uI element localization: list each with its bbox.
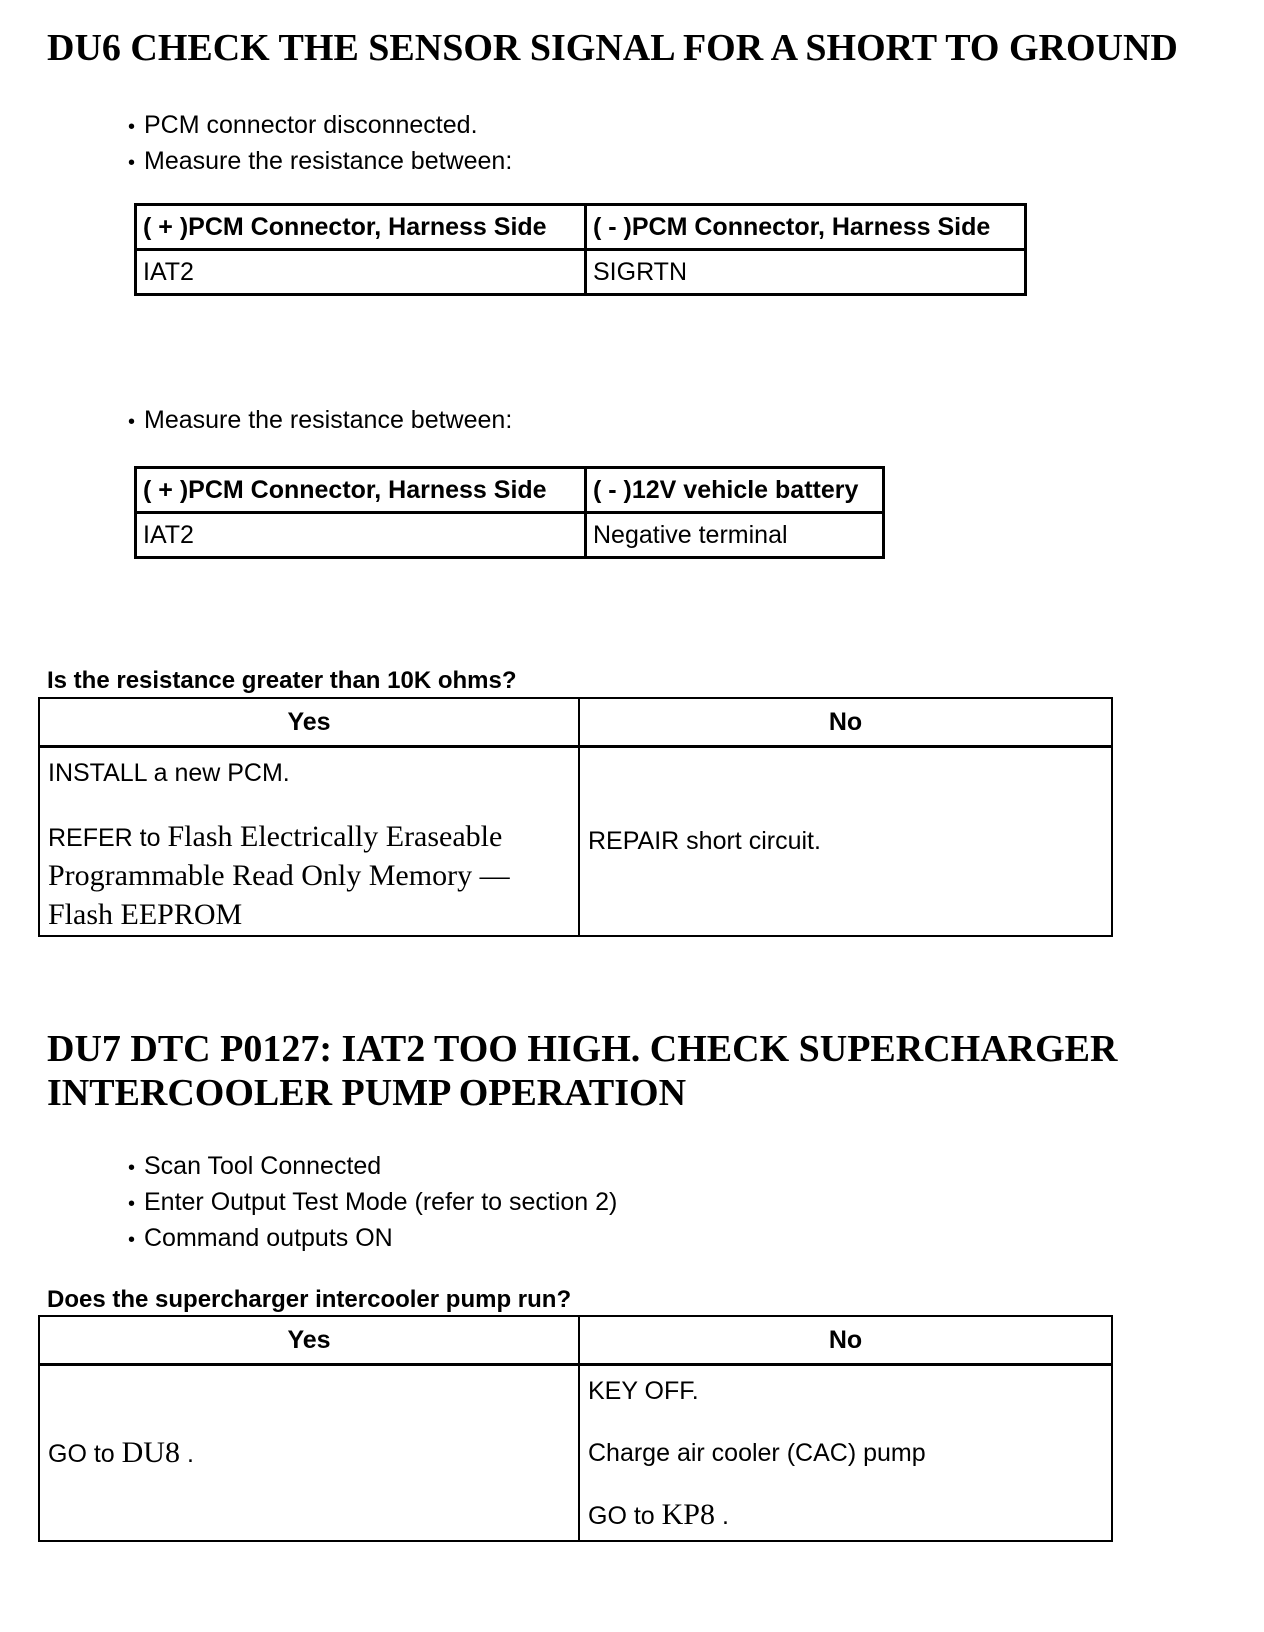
no-cell: REPAIR short circuit. xyxy=(579,747,1112,937)
yes-cell xyxy=(39,747,579,937)
yes-header: Yes xyxy=(39,698,579,747)
no-step: GO to KP8 . xyxy=(588,1498,729,1531)
du7-bullet-item: • Scan Tool Connected xyxy=(128,1149,617,1185)
table-header-cell: ( - )PCM Connector, Harness Side xyxy=(586,205,1026,250)
table-header-cell: ( - )12V vehicle battery xyxy=(586,468,884,513)
du6-bullet-item: • Measure the resistance between: xyxy=(128,403,512,439)
du6-bullet-list-2 xyxy=(128,403,512,439)
du6-measure-table-1 xyxy=(134,203,1027,296)
table-header-cell: ( + )PCM Connector, Harness Side xyxy=(136,205,586,250)
du8-link[interactable]: DU8 xyxy=(121,1435,180,1469)
table-cell: IAT2 xyxy=(136,250,586,295)
yes-instruction: INSTALL a new PCM. xyxy=(48,759,290,787)
du7-heading-line: DU7 DTC P0127: IAT2 TOO HIGH. CHECK SUPERCHARGER xyxy=(47,1028,1118,1070)
du6-bullet-item: • PCM connector disconnected. xyxy=(128,108,512,144)
table-cell: IAT2 xyxy=(136,513,586,558)
table-cell: SIGRTN xyxy=(586,250,1026,295)
du7-yes-no-table xyxy=(38,1315,1113,1542)
kp8-link[interactable]: KP8 xyxy=(661,1498,715,1531)
du7-question: Does the supercharger intercooler pump run? xyxy=(47,1286,572,1313)
yes-header: Yes xyxy=(39,1316,579,1365)
no-cell xyxy=(579,1365,1112,1541)
du6-question: Is the resistance greater than 10K ohms? xyxy=(47,667,517,694)
du6-bullet-list xyxy=(128,108,512,180)
table-cell: Negative terminal xyxy=(586,513,884,558)
du7-bullet-list xyxy=(128,1149,617,1257)
refer-link[interactable]: Flash Electrically Eraseable Programmable Read Only Memory — Flash EEPROM xyxy=(48,820,510,931)
yes-cell: GO to DU8 . xyxy=(39,1365,579,1541)
no-step: KEY OFF. xyxy=(588,1377,699,1405)
du7-heading xyxy=(47,1027,1117,1115)
du6-measure-table-2 xyxy=(134,466,885,559)
du6-bullet-item: • Measure the resistance between: xyxy=(128,144,512,180)
no-header: No xyxy=(579,698,1112,747)
du7-heading-line: INTERCOOLER PUMP OPERATION xyxy=(47,1072,687,1114)
table-header-cell: ( + )PCM Connector, Harness Side xyxy=(136,468,586,513)
du7-bullet-item: • Command outputs ON xyxy=(128,1221,617,1257)
du6-heading: DU6 CHECK THE SENSOR SIGNAL FOR A SHORT TO GROUND xyxy=(47,27,1178,69)
yes-refer: REFER to Flash Electrically Eraseable Programmable Read Only Memory — Flash EEPROM xyxy=(48,820,510,931)
du7-bullet-item: • Enter Output Test Mode (refer to section 2) xyxy=(128,1185,617,1221)
no-header: No xyxy=(579,1316,1112,1365)
no-step: Charge air cooler (CAC) pump xyxy=(588,1439,926,1467)
du6-yes-no-table xyxy=(38,697,1113,937)
